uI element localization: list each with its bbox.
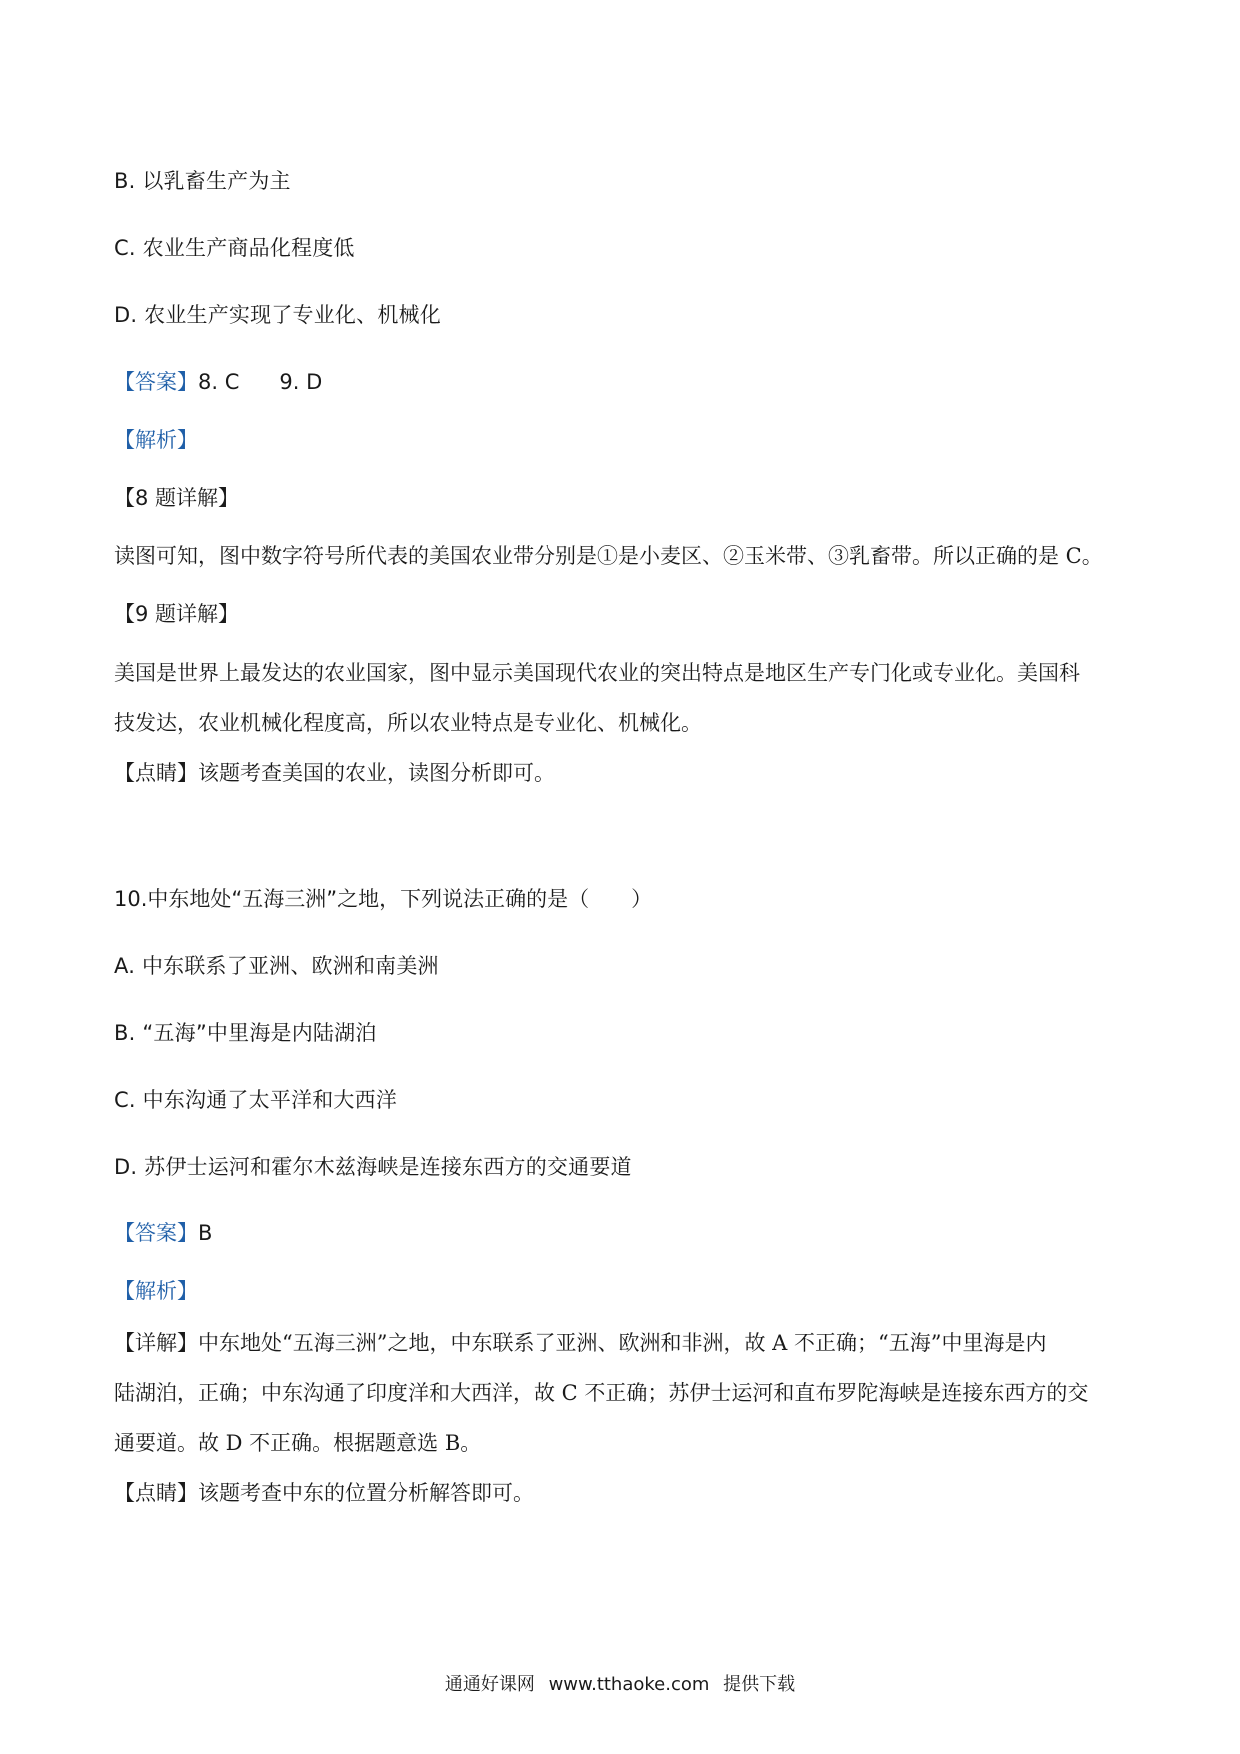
answer-line-2 <box>114 1218 212 1248</box>
comment-text: 该题考查美国的农业，读图分析即可。 <box>198 761 555 785</box>
comment-line-2 <box>114 1478 534 1508</box>
comment-tag: 【点睛】 <box>114 1481 198 1505</box>
analysis-tag: 【解析】 <box>114 428 198 452</box>
detail-9-text-line1: 美国是世界上最发达的农业国家，图中显示美国现代农业的突出特点是地区生产专门化或专业化。美国科 <box>114 661 1080 685</box>
answer-9: 9. D <box>279 370 323 394</box>
page-footer <box>0 1673 1240 1697</box>
q9-option-b: B. 以乳畜生产为主 <box>114 169 291 193</box>
detail-9-text-line2: 技发达，农业机械化程度高，所以农业特点是专业化、机械化。 <box>114 711 702 735</box>
comment-line-1 <box>114 758 555 788</box>
detail-tag: 【详解】 <box>114 1331 198 1355</box>
q10-option-b: B. “五海”中里海是内陆湖泊 <box>114 1021 377 1045</box>
answer-line-1 <box>114 367 322 397</box>
answer-tag: 【答案】 <box>114 1221 198 1245</box>
footer-site-name: 通通好课网 <box>444 1674 535 1695</box>
detail-10-line3: 通要道。故 D 不正确。根据题意选 B。 <box>114 1431 482 1455</box>
footer-url[interactable]: www.tthaoke.com <box>548 1674 710 1695</box>
analysis-tag: 【解析】 <box>114 1279 198 1303</box>
answer-10: B <box>198 1221 213 1245</box>
q10-option-a: A. 中东联系了亚洲、欧洲和南美洲 <box>114 954 439 978</box>
q10-stem: 10.中东地处“五海三洲”之地，下列说法正确的是（ ） <box>114 887 653 911</box>
footer-suffix: 提供下载 <box>723 1674 796 1695</box>
answer-8: 8. C <box>198 370 240 394</box>
detail-9-header: 【9 题详解】 <box>114 602 240 626</box>
detail-10-line1 <box>114 1328 1046 1358</box>
detail-10-text-1: 中东地处“五海三洲”之地，中东联系了亚洲、欧洲和非洲，故 A 不正确；“五海”中里海是内 <box>198 1331 1047 1355</box>
comment-tag: 【点睛】 <box>114 761 198 785</box>
detail-10-line2: 陆湖泊，正确；中东沟通了印度洋和大西洋，故 C 不正确；苏伊士运河和直布罗陀海峡是连接东西方的交 <box>114 1381 1089 1405</box>
detail-8-text: 读图可知，图中数字符号所代表的美国农业带分别是①是小麦区、②玉米带、③乳畜带。所以正确的是 C。 <box>114 544 1103 568</box>
answer-tag: 【答案】 <box>114 370 198 394</box>
detail-8-header: 【8 题详解】 <box>114 486 240 510</box>
q9-option-c: C. 农业生产商品化程度低 <box>114 236 355 260</box>
q10-option-c: C. 中东沟通了太平洋和大西洋 <box>114 1088 398 1112</box>
q10-option-d: D. 苏伊士运河和霍尔木兹海峡是连接东西方的交通要道 <box>114 1155 632 1179</box>
comment-text: 该题考查中东的位置分析解答即可。 <box>198 1481 534 1505</box>
q9-option-d: D. 农业生产实现了专业化、机械化 <box>114 303 441 327</box>
